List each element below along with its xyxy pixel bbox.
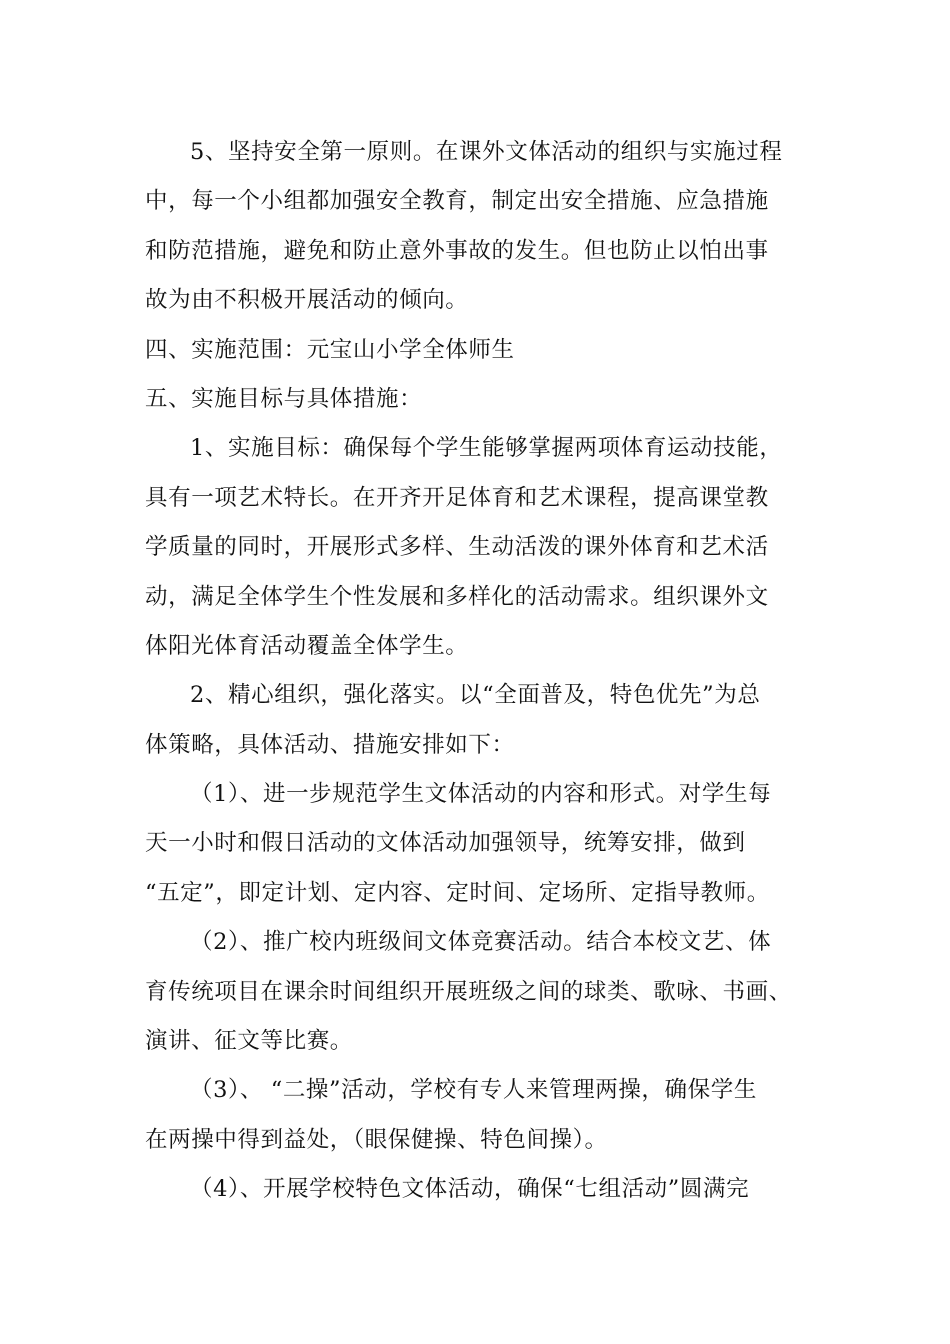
section-heading-scope: 四、实施范围：元宝山小学全体师生 [145, 336, 515, 363]
document-body [145, 128, 825, 1215]
list-item-line: （2）、推广校内班级间文体竞赛活动。结合本校文艺、体 [190, 929, 772, 956]
paragraph-line: 2、精心组织，强化落实。以“全面普及，特色优先”为总 [190, 682, 761, 709]
list-item-line: 在两操中得到益处，（眼保健操、特色间操）。 [145, 1126, 608, 1153]
list-item-line: “五定”，即定计划、定内容、定时间、定场所、定指导教师。 [145, 879, 770, 906]
paragraph-line: 动，满足全体学生个性发展和多样化的活动需求。组织课外文 [145, 583, 769, 610]
list-item-line: 育传统项目在课余时间组织开展班级之间的球类、歌咏、书画、 [145, 978, 792, 1005]
paragraph-line: 中，每一个小组都加强安全教育，制定出安全措施、应急措施 [145, 188, 769, 215]
list-item-line: 天一小时和假日活动的文体活动加强领导，统筹安排，做到 [145, 830, 746, 857]
paragraph-line: 故为由不积极开展活动的倾向。 [145, 287, 469, 314]
paragraph-line: 体阳光体育活动覆盖全体学生。 [145, 632, 469, 659]
section-heading-goals: 五、实施目标与具体措施： [145, 385, 423, 412]
paragraph-line: 和防范措施，避免和防止意外事故的发生。但也防止以怕出事 [145, 237, 769, 264]
list-item-line: 演讲、征文等比赛。 [145, 1028, 353, 1055]
paragraph-line: 具有一项艺术特长。在开齐开足体育和艺术课程，提高课堂教 [145, 484, 769, 511]
paragraph-line: 体策略，具体活动、措施安排如下： [145, 731, 515, 758]
paragraph-line: 1、实施目标：确保每个学生能够掌握两项体育运动技能， [190, 435, 783, 462]
paragraph-line: 5、坚持安全第一原则。在课外文体活动的组织与实施过程 [190, 139, 783, 165]
paragraph-line: 学质量的同时，开展形式多样、生动活泼的课外体育和艺术活 [145, 534, 769, 561]
list-item-line: （4）、开展学校特色文体活动，确保“七组活动”圆满完 [190, 1176, 750, 1203]
list-item-line: （3）、 “二操”活动，学校有专人来管理两操，确保学生 [190, 1077, 757, 1104]
list-item-line: （1）、进一步规范学生文体活动的内容和形式。对学生每 [190, 781, 772, 808]
